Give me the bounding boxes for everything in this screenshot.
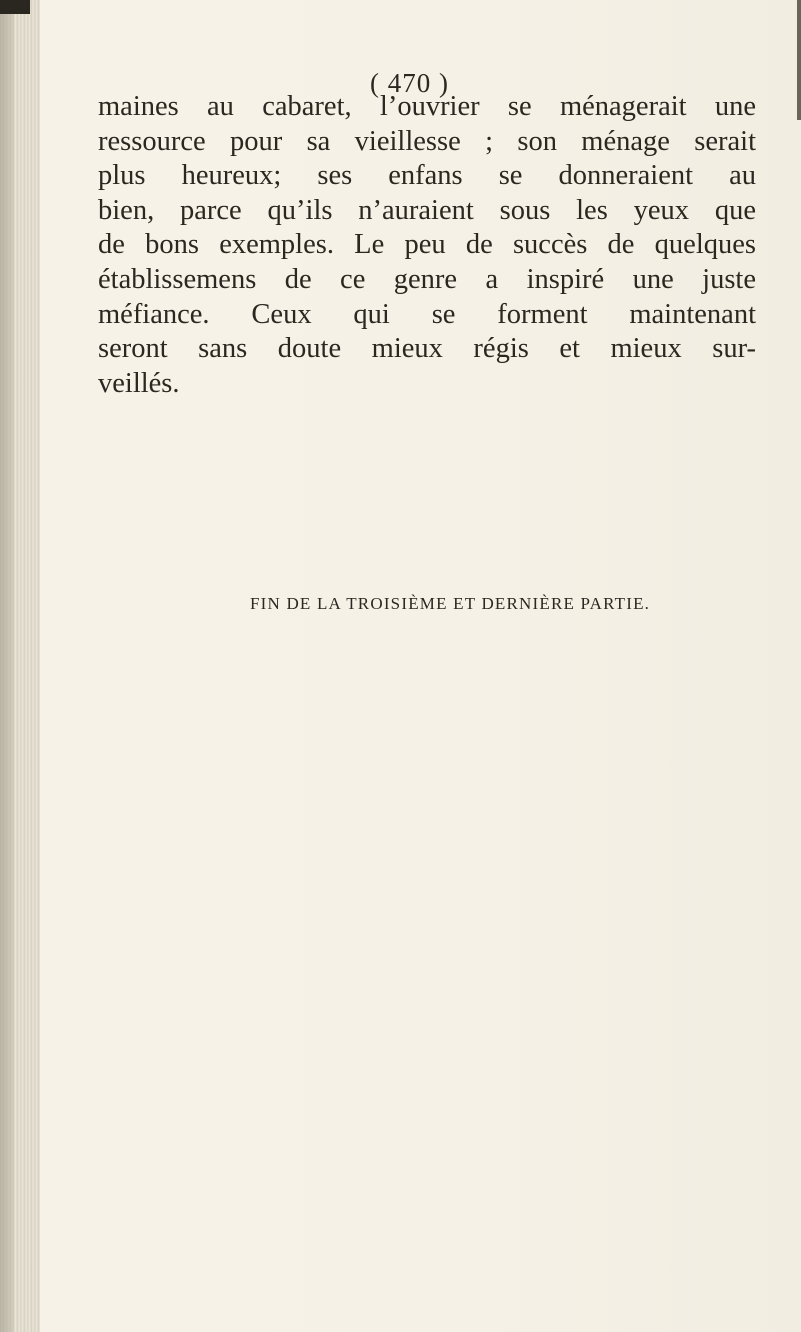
page-number: ( 470 ) (370, 68, 449, 98)
text-line: plus heureux; ses enfans se donneraient au (98, 160, 756, 192)
text-line: seront sans doute mieux régis et mieux sur- (98, 333, 756, 365)
text-line: de bons exemples. Le peu de succès de quelques (98, 229, 756, 261)
colophon: FIN DE LA TROISIÈME ET DERNIÈRE PARTIE. (250, 594, 651, 613)
page-edge (797, 0, 801, 120)
text-line: veillés. (98, 367, 180, 399)
binding-shadow (0, 0, 14, 1332)
body-text (98, 90, 756, 401)
text-line: établissemens de ce genre a inspiré une juste (98, 263, 756, 295)
text-line: ressource pour sa vieillesse ; son ménage serait (98, 125, 756, 157)
text-line: bien, parce qu’ils n’auraient sous les yeux que (98, 194, 756, 226)
text-line: méfiance. Ceux qui se forment maintenant (98, 298, 756, 330)
corner-shadow (0, 0, 30, 14)
text-line: maines au cabaret, l’ouvrier se ménagerait une (98, 91, 756, 122)
